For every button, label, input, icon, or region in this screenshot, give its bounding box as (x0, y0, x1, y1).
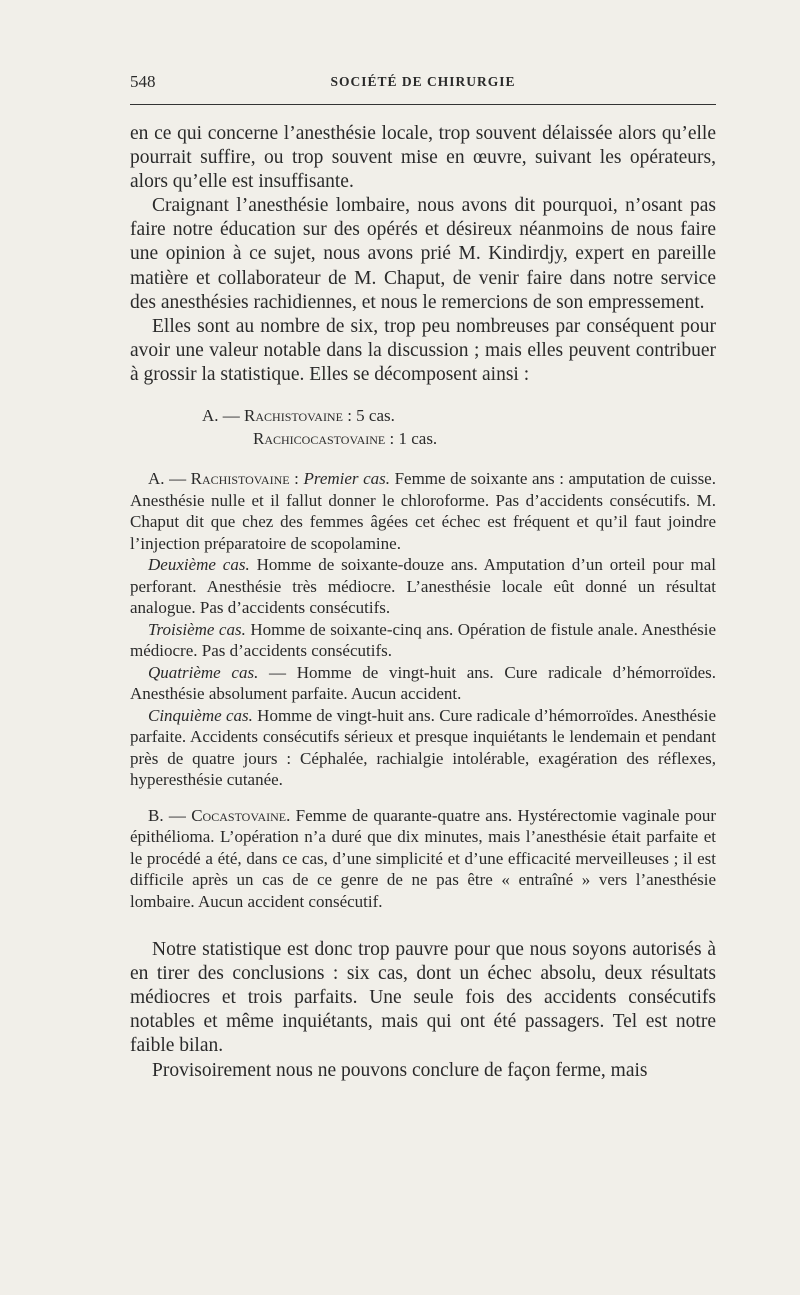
case-label: Troisième cas. (148, 619, 246, 639)
case-text: Femme de soixante ans : amputation de cuisse. Anesthésie nulle et il fallut donner le chloroforme. Pas d’accidents consécutifs. M. Chaput dit que chez des femmes âgées cet échec est fréquent et qu’il faut joindre l’injection préparatoire de scopolamine. (130, 469, 716, 553)
case-method: Rachistovaine (190, 469, 290, 489)
case-paragraph (130, 662, 716, 705)
summary-count: : 1 cas. (385, 428, 438, 448)
page-number: 548 (130, 72, 156, 91)
summary-count: : 5 cas. (342, 406, 395, 426)
case-label: Premier cas. (303, 469, 391, 489)
summary-list (202, 405, 716, 450)
case-text: . Femme de quarante-quatre ans. Hystérectomie vaginale pour épithélioma. L’opération n’a duré que dix minutes, mais l’anesthésie était parfaite et le procédé a été, dans ce cas, d’une simplicité et d’une efficacité merveilleuses ; il est difficile après un cas de ce genre de ne pas être « entraîné » vers l’anesthésie lombaire. Aucun accident consécutif. (130, 805, 717, 911)
case-method: Cocastovaine (191, 805, 287, 825)
case-label: Cinquième cas. (148, 705, 253, 725)
case-paragraph (130, 805, 716, 913)
case-label: Quatrième cas. (148, 662, 259, 682)
case-text: Homme de soixante-douze ans. Amputation d’un orteil pour mal perforant. Anesthésie très médiocre. L’anesthésie locale eût donné un résultat analogue. Pas d’accidents consécutifs. (130, 555, 716, 618)
summary-name: Rachicocastovaine (253, 428, 386, 448)
case-letter: B. — (148, 805, 192, 825)
summary-line (202, 405, 716, 428)
case-list (130, 468, 716, 912)
paragraph: Provisoirement nous ne pouvons conclure de façon ferme, mais (152, 1059, 648, 1081)
case-separator: : (289, 469, 304, 489)
summary-line (202, 428, 716, 451)
case-paragraph (130, 554, 716, 619)
paragraph: Elles sont au nombre de six, trop peu nombreuses par conséquent pour avoir une valeur notable dans la discussion ; mais elles peuvent contribuer à grossir la statistique. Elles se décomposent ainsi : (130, 315, 716, 385)
paragraph: Notre statistique est donc trop pauvre pour que nous soyons autorisés à en tirer des conclusions : six cas, dont un échec absolu, deux résultats médiocres et trois parfaits. Une seule fois des accidents consécutifs notables et même inquiétants, mais qui ont été passagers. Tel est notre faible bilan. (130, 939, 716, 1057)
page-body (130, 122, 716, 1083)
summary-name: Rachistovaine (244, 406, 343, 426)
case-text: Homme de soixante-cinq ans. Opération de fistule anale. Anesthésie médiocre. Pas d’accidents consécutifs. (130, 619, 716, 661)
case-paragraph (130, 468, 716, 554)
case-paragraph (130, 705, 716, 791)
page-header (130, 72, 716, 96)
summary-letter: A. — (202, 406, 245, 426)
case-text: — Homme de vingt-huit ans. Cure radicale d’hémorroïdes. Anesthésie absolument parfaite. Aucun accident. (130, 662, 716, 704)
case-letter: A. — (148, 469, 191, 489)
case-label: Deuxième cas. (148, 555, 250, 575)
case-paragraph (130, 619, 716, 662)
case-text: Homme de vingt-huit ans. Cure radicale d’hémorroïdes. Anesthésie parfaite. Accidents consécutifs sérieux et presque inquiétants le lendemain et pendant près de quatre jours : Céphalée, rachialgie intolérable, exagération des réflexes, hyperesthésie cutanée. (130, 705, 716, 790)
conclusion (130, 938, 716, 1083)
header-rule (130, 104, 716, 105)
running-title: SOCIÉTÉ DE CHIRURGIE (330, 74, 516, 89)
paragraph: en ce qui concerne l’anesthésie locale, trop souvent délaissée alors qu’elle pourrait suffire, ou trop souvent mise en œuvre, suivant les opérateurs, alors qu’elle est insuffisante. (130, 123, 716, 193)
paragraph: Craignant l’anesthésie lombaire, nous avons dit pourquoi, n’osant pas faire notre éducation sur des opérés et désireux néanmoins de nous faire une opinion à ce sujet, nous avons prié M. Kindirdjy, expert en pareille matière et collaborateur de M. Chaput, de venir faire dans notre service des anesthésies rachidiennes, et nous le remercions de son empressement. (130, 195, 716, 313)
